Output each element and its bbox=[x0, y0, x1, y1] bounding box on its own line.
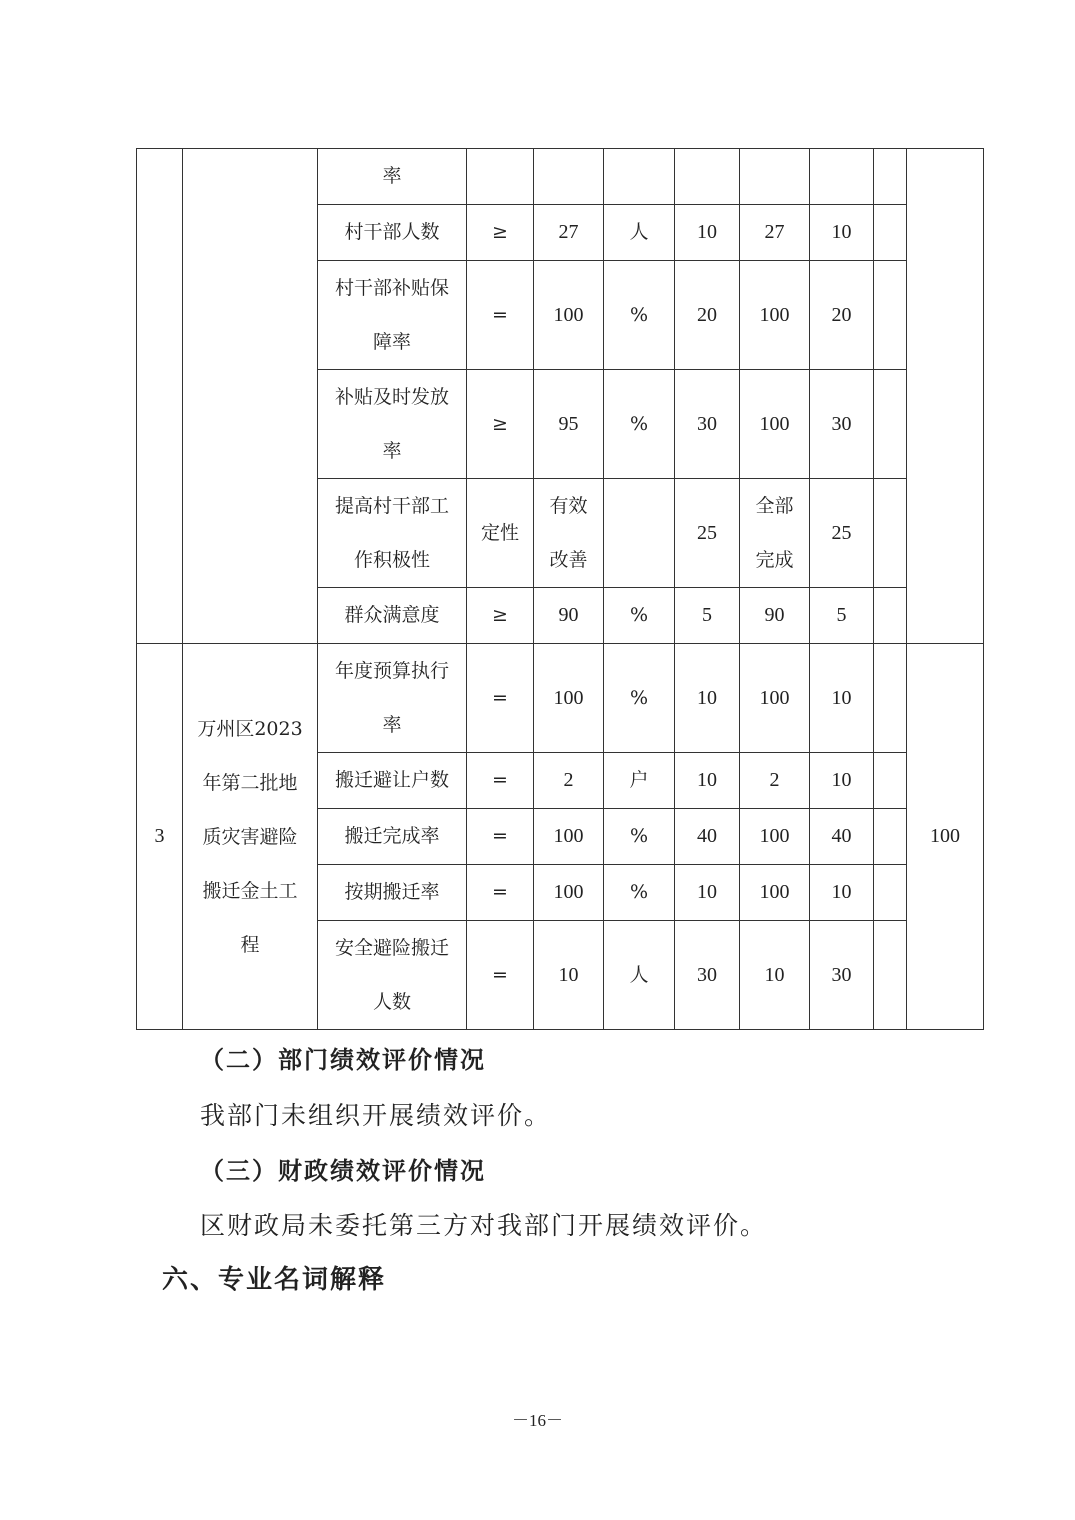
indicator-name: 搬迁避让户数 bbox=[318, 753, 467, 809]
blank-cell bbox=[874, 370, 907, 479]
score: 25 bbox=[810, 479, 874, 588]
score: 10 bbox=[810, 205, 874, 261]
actual-value: 100 bbox=[740, 809, 810, 865]
page-number: －16－ bbox=[512, 1411, 563, 1430]
weight: 10 bbox=[675, 865, 740, 921]
target-value: 100 bbox=[534, 644, 604, 753]
blank-cell bbox=[874, 588, 907, 644]
weight: 40 bbox=[675, 809, 740, 865]
table-row bbox=[137, 644, 984, 753]
weight: 5 bbox=[675, 588, 740, 644]
operator: = bbox=[467, 261, 534, 370]
score bbox=[810, 149, 874, 205]
project-name-cell bbox=[183, 149, 318, 644]
target-value: 95 bbox=[534, 370, 604, 479]
target-value: 27 bbox=[534, 205, 604, 261]
indicator-name: 村干部补贴保障率 bbox=[318, 261, 467, 370]
unit: % bbox=[604, 588, 675, 644]
score: 10 bbox=[810, 865, 874, 921]
indicator-name: 群众满意度 bbox=[318, 588, 467, 644]
indicator-name: 安全避险搬迁人数 bbox=[318, 921, 467, 1030]
target-value: 2 bbox=[534, 753, 604, 809]
actual-value: 90 bbox=[740, 588, 810, 644]
score: 20 bbox=[810, 261, 874, 370]
blank-cell bbox=[874, 865, 907, 921]
unit: % bbox=[604, 370, 675, 479]
operator: = bbox=[467, 865, 534, 921]
target-value: 100 bbox=[534, 809, 604, 865]
operator: = bbox=[467, 644, 534, 753]
unit: % bbox=[604, 644, 675, 753]
weight: 10 bbox=[675, 205, 740, 261]
weight bbox=[675, 149, 740, 205]
operator: = bbox=[467, 753, 534, 809]
actual-value: 10 bbox=[740, 921, 810, 1030]
score: 10 bbox=[810, 753, 874, 809]
weight: 30 bbox=[675, 370, 740, 479]
weight: 30 bbox=[675, 921, 740, 1030]
operator: = bbox=[467, 809, 534, 865]
project-total: 100 bbox=[907, 644, 984, 1030]
section-6-heading: 六、专业名词解释 bbox=[162, 1265, 387, 1295]
actual-value: 全部完成 bbox=[740, 479, 810, 588]
unit: 人 bbox=[604, 205, 675, 261]
score: 10 bbox=[810, 644, 874, 753]
operator: = bbox=[467, 921, 534, 1030]
unit: % bbox=[604, 261, 675, 370]
blank-cell bbox=[874, 479, 907, 588]
actual-value: 100 bbox=[740, 261, 810, 370]
weight: 10 bbox=[675, 753, 740, 809]
unit: % bbox=[604, 809, 675, 865]
score: 30 bbox=[810, 370, 874, 479]
target-value: 100 bbox=[534, 865, 604, 921]
indicator-name: 提高村干部工作积极性 bbox=[318, 479, 467, 588]
indicator-name: 村干部人数 bbox=[318, 205, 467, 261]
operator: ≥ bbox=[467, 588, 534, 644]
actual-value: 100 bbox=[740, 644, 810, 753]
target-value: 10 bbox=[534, 921, 604, 1030]
blank-cell bbox=[874, 644, 907, 753]
indicator-name: 按期搬迁率 bbox=[318, 865, 467, 921]
indicator-name: 率 bbox=[318, 149, 467, 205]
project-index: 3 bbox=[137, 644, 183, 1030]
score: 5 bbox=[810, 588, 874, 644]
blank-cell bbox=[874, 921, 907, 1030]
section-2-title: （二）部门绩效评价情况 bbox=[200, 1046, 486, 1074]
index-cell bbox=[137, 149, 183, 644]
indicator-name: 年度预算执行率 bbox=[318, 644, 467, 753]
actual-value: 100 bbox=[740, 865, 810, 921]
actual-value: 100 bbox=[740, 370, 810, 479]
actual-value: 2 bbox=[740, 753, 810, 809]
weight: 10 bbox=[675, 644, 740, 753]
target-value: 有效改善 bbox=[534, 479, 604, 588]
operator: ≥ bbox=[467, 370, 534, 479]
blank-cell bbox=[874, 809, 907, 865]
blank-cell bbox=[874, 261, 907, 370]
section-2-body: 我部门未组织开展绩效评价。 bbox=[200, 1101, 552, 1130]
section-3-body: 区财政局未委托第三方对我部门开展绩效评价。 bbox=[200, 1211, 768, 1240]
unit: % bbox=[604, 865, 675, 921]
blank-cell bbox=[874, 205, 907, 261]
indicator-name: 补贴及时发放率 bbox=[318, 370, 467, 479]
indicator-name: 搬迁完成率 bbox=[318, 809, 467, 865]
project-name: 万州区2023年第二批地质灾害避险搬迁金土工程 bbox=[183, 644, 318, 1030]
operator bbox=[467, 149, 534, 205]
unit bbox=[604, 479, 675, 588]
target-value: 90 bbox=[534, 588, 604, 644]
score: 30 bbox=[810, 921, 874, 1030]
operator: ≥ bbox=[467, 205, 534, 261]
actual-value: 27 bbox=[740, 205, 810, 261]
actual-value bbox=[740, 149, 810, 205]
unit: 户 bbox=[604, 753, 675, 809]
blank-cell bbox=[874, 149, 907, 205]
target-value: 100 bbox=[534, 261, 604, 370]
blank-cell bbox=[874, 753, 907, 809]
operator: 定性 bbox=[467, 479, 534, 588]
total-cell bbox=[907, 149, 984, 644]
score: 40 bbox=[810, 809, 874, 865]
unit: 人 bbox=[604, 921, 675, 1030]
weight: 25 bbox=[675, 479, 740, 588]
target-value bbox=[534, 149, 604, 205]
section-3-title: （三）财政绩效评价情况 bbox=[200, 1157, 486, 1185]
unit bbox=[604, 149, 675, 205]
weight: 20 bbox=[675, 261, 740, 370]
performance-table bbox=[136, 148, 984, 1030]
table-row bbox=[137, 149, 984, 205]
